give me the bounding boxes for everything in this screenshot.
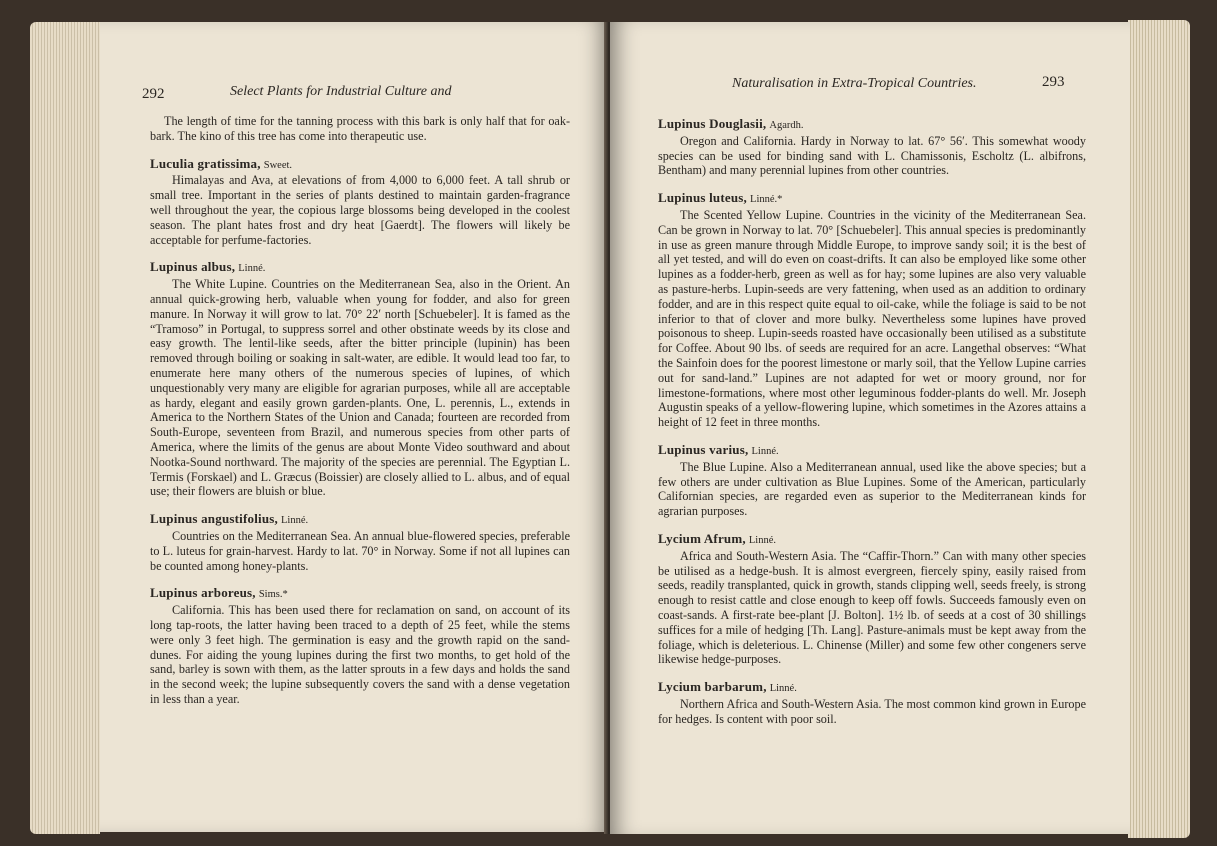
entry-name: Lupinus arboreus, <box>150 585 256 601</box>
entry-text: Northern Africa and South-Western Asia. The most common kind grown in Europe for hedges. Is content with poor soil. <box>658 696 1086 726</box>
entry-name: Lupinus luteus, <box>658 190 747 206</box>
entry <box>150 512 570 573</box>
entry-text: The Scented Yellow Lupine. Countries in the vicinity of the Mediterranean Sea. Can be grown in Norway to lat. 70° [Schuebeler]. This annual species is predominantly in use as green manure through Middle Europe, to improve sandy soil; it is the best of all yet tested, and will do even on coast-drifts. It can also be employed like some other lupines as a fodder-herb, green as well as for hay; some lupines are also very valuable as pasture-herbs. Lupin-seeds are very fattening, when used as an addition to ordinary fodder, and are in this respect quite equal to oil-cake, while the foliage is said to be not inferior to that of clover and more bulky. Nevertheless some lupines have proved poisonous to sheep. Lupin-seeds roasted have occasionally been utilised as a substitute for Coffee. About 90 lbs. of seeds are required for an acre. Langethal observes: “What the Sainfoin does for the poorest limestone or marly soil, that the Yellow Lupine carries out for sand-land.” Lupines are not adapted for wet or moory ground, nor for limestone-formations, where most other leguminous fodder-plants do well. Mr. Joseph Augustin speaks of a yellow-flowering lupine, which sometimes in the Azores attains a height of 12 feet in three months. <box>658 207 1086 430</box>
entry <box>150 157 570 248</box>
right-page <box>610 22 1130 834</box>
entry-text: The Blue Lupine. Also a Mediterranean annual, used like the above species; but a few others are under cultivation as Blue Lupines. Some of the American, particularly Californian species, are regarded even as superior to the Mediterranean kinds for agrarian purposes. <box>658 459 1086 519</box>
entry-name: Lupinus albus, <box>150 259 236 275</box>
entry <box>658 680 1086 726</box>
entry-name: Luculia gratissima, <box>150 155 261 171</box>
left-page-body <box>150 114 570 720</box>
right-page-body <box>658 117 1086 739</box>
entry-authority: Linné.* <box>750 194 783 206</box>
continuation-text: The length of time for the tanning process with this bark is only half that for oak-bark. The kino of this tree has come into therapeutic use. <box>150 114 570 143</box>
entry-authority: Linné. <box>281 515 309 527</box>
entry <box>658 117 1086 178</box>
entry <box>658 443 1086 519</box>
entry-authority: Linné. <box>751 445 779 457</box>
left-page-number: 292 <box>142 86 165 102</box>
right-page-edges <box>1128 20 1190 838</box>
right-running-title: Naturalisation in Extra-Tropical Countries. <box>732 76 977 91</box>
entry-text: Himalayas and Ava, at elevations of from 4,000 to 6,000 feet. A tall shrub or small tree. Important in the series of plants destined to maintain garden-fragrance well throughout the year, the copious large blossoms being developed in the coolest season. The plant hates frost and dry heat [Gaerdt]. The flowers will likely be acceptable for perfume-factories. <box>150 173 570 247</box>
entry-authority: Linné. <box>769 683 797 695</box>
right-page-number: 293 <box>1042 74 1065 90</box>
entry <box>150 586 570 706</box>
entry-authority: Linné. <box>748 534 776 546</box>
entry-text: Oregon and California. Hardy in Norway to lat. 67° 56′. This somewhat woody species can be used for binding sand with L. Chamissonis, Escholtz (L. albifrons, Bentham) and many perennial lupines from other countries. <box>658 133 1086 178</box>
entry-name: Lupinus Douglasii, <box>658 116 767 131</box>
entry-authority: Linné. <box>238 263 266 275</box>
entry-name: Lupinus angustifolius, <box>150 511 278 527</box>
entry-text: Africa and South-Western Asia. The “Caffir-Thorn.” Can with many other species be utilised as a hedge-bush. It is almost evergreen, fiercely spiny, easily raised from seeds, readily transplanted, quick in growth, stands clipping well, seeds freely, is strong enough to resist cattle and close enough to keep off fowls. Succeeds famously even on coast-sands. A first-rate bee-plant [J. Bolton]. 1½ lb. of seeds at a cost of 30 shillings suffices for a mile of hedging [Th. Lang]. Pasture-animals must be kept away from the foliage, which is deleterious. L. Chinense (Miller) and some few other congeners serve likewise hedge-purposes. <box>658 548 1086 667</box>
continuation-paragraph <box>150 114 570 144</box>
entry-authority: Agardh. <box>769 120 804 131</box>
entry-text: The White Lupine. Countries on the Mediterranean Sea, also in the Orient. An annual quick-growing herb, valuable when young for fodder, and also for green manure. In Norway it will grow to lat. 70° 22′ north [Schuebeler]. It is famed as the “Tramoso” in Portugal, to suppress sorrel and other obstinate weeds by its close and easy growth. The lentil-like seeds, after the bitter principle (lupinin) has been removed through boiling or soaking in salt-water, are edible. It would lead too far, to enumerate here many others of the numerous species of lupines, of which unquestionably very many are eligible for agrarian purposes, while all are acceptable as hardy, elegant and easily grown garden-plants. One, L. perennis, L., extends in America to the Northern States of the Union and Canada; fourteen are recorded from South-Europe, seventeen from Brazil, and numerous species from other parts of America, where the limits of the genus are about Monte Video southward and about Nootka-Sound northward. The majority of the species are perennial. The Egyptian L. Termis (Forskael) and L. Græcus (Boissier) are closely allied to L. albus, and of equal use; their flowers are bluish or blue. <box>150 277 570 499</box>
left-page <box>100 22 608 832</box>
entry-name: Lycium Afrum, <box>658 530 746 546</box>
entry-text: Countries on the Mediterranean Sea. An annual blue-flowered species, preferable to L. luteus for grain-harvest. Hardy to lat. 70° in Norway. Some if not all lupines can be counted among honey-plants. <box>150 528 570 573</box>
entry-authority: Sims.* <box>258 589 288 601</box>
entry-text: California. This has been used there for reclamation on sand, on account of its long tap-roots, the latter having been traced to a depth of 25 feet, while the stems were only 3 feet high. The germination is easy and the growth rapid on the sand-dunes. For aiding the young lupines during the first two months, to get hold of the sand, barley is sown with them, as the latter sprouts in a few days and holds the sand in the second week; the lupine subsequently covers the sand with a dense vegetation in less than a year. <box>150 603 570 706</box>
entry <box>150 260 570 499</box>
entry-name: Lupinus varius, <box>658 441 749 457</box>
left-page-edges <box>30 22 100 834</box>
entry <box>658 532 1086 667</box>
entry-authority: Sweet. <box>263 159 293 171</box>
entry-name: Lycium barbarum, <box>658 679 767 695</box>
entry <box>658 191 1086 430</box>
left-running-title: Select Plants for Industrial Culture and <box>230 84 452 99</box>
